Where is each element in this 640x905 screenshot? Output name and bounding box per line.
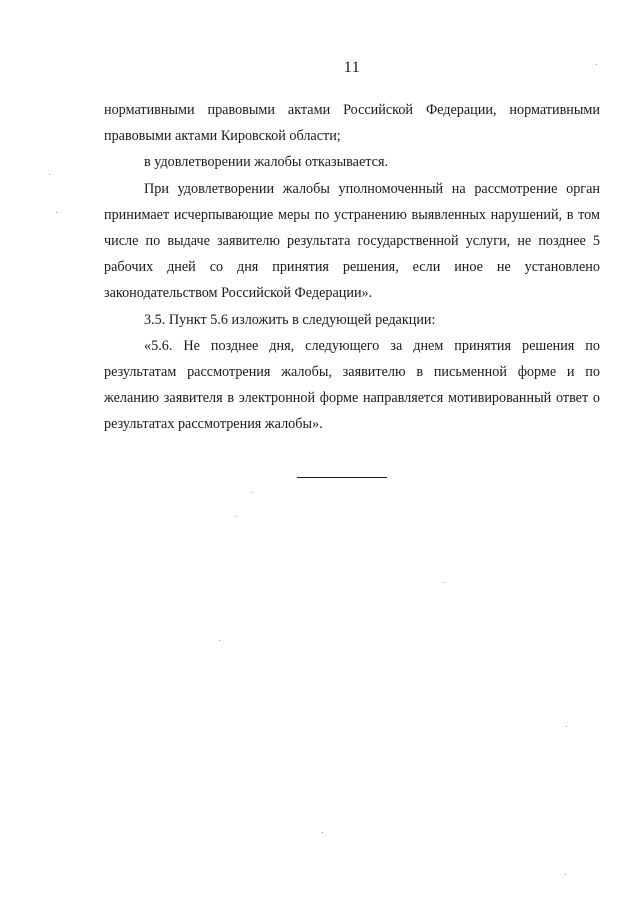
page-number: 11 (343, 59, 361, 76)
scan-speck (219, 640, 220, 641)
scan-speck (565, 874, 566, 875)
scan-speck (56, 212, 57, 213)
paragraph-continuation: нормативными правовыми актами Российской Федерации, нормативными правовыми актами Кировской области; (104, 102, 600, 145)
end-separator-line (297, 477, 387, 478)
paragraph-refusal: в удовлетворении жалобы отказывается. (144, 154, 389, 171)
paragraph-new-wording: «5.6. Не позднее дня, следующего за днем принятия решения по результатам рассмотрения жалобы, заявителю в письменной форме и по желанию заявителя в электронной форме направляется мотивированный ответ о результатах рассмотрения жалобы». (104, 337, 600, 433)
scan-speck (236, 516, 237, 517)
paragraph-satisfaction-measures: При удовлетворении жалобы уполномоченный на рассмотрение орган принимает исчерпывающие меры по устранению выявленных нарушений, в том числе по выдаче заявителю результата государственной услуги, не позднее 5 рабочих дней со дня принятия решения, если иное не установлено законодательством Российской Федерации». (104, 180, 600, 302)
scan-speck (251, 492, 252, 493)
scan-speck (322, 832, 323, 833)
scan-speck (566, 726, 567, 727)
scan-speck (444, 582, 445, 583)
paragraph-amendment-clause: 3.5. Пункт 5.6 изложить в следующей редакции: (144, 311, 436, 328)
scan-speck (49, 174, 50, 175)
scan-speck (596, 64, 597, 65)
document-body (104, 97, 600, 438)
